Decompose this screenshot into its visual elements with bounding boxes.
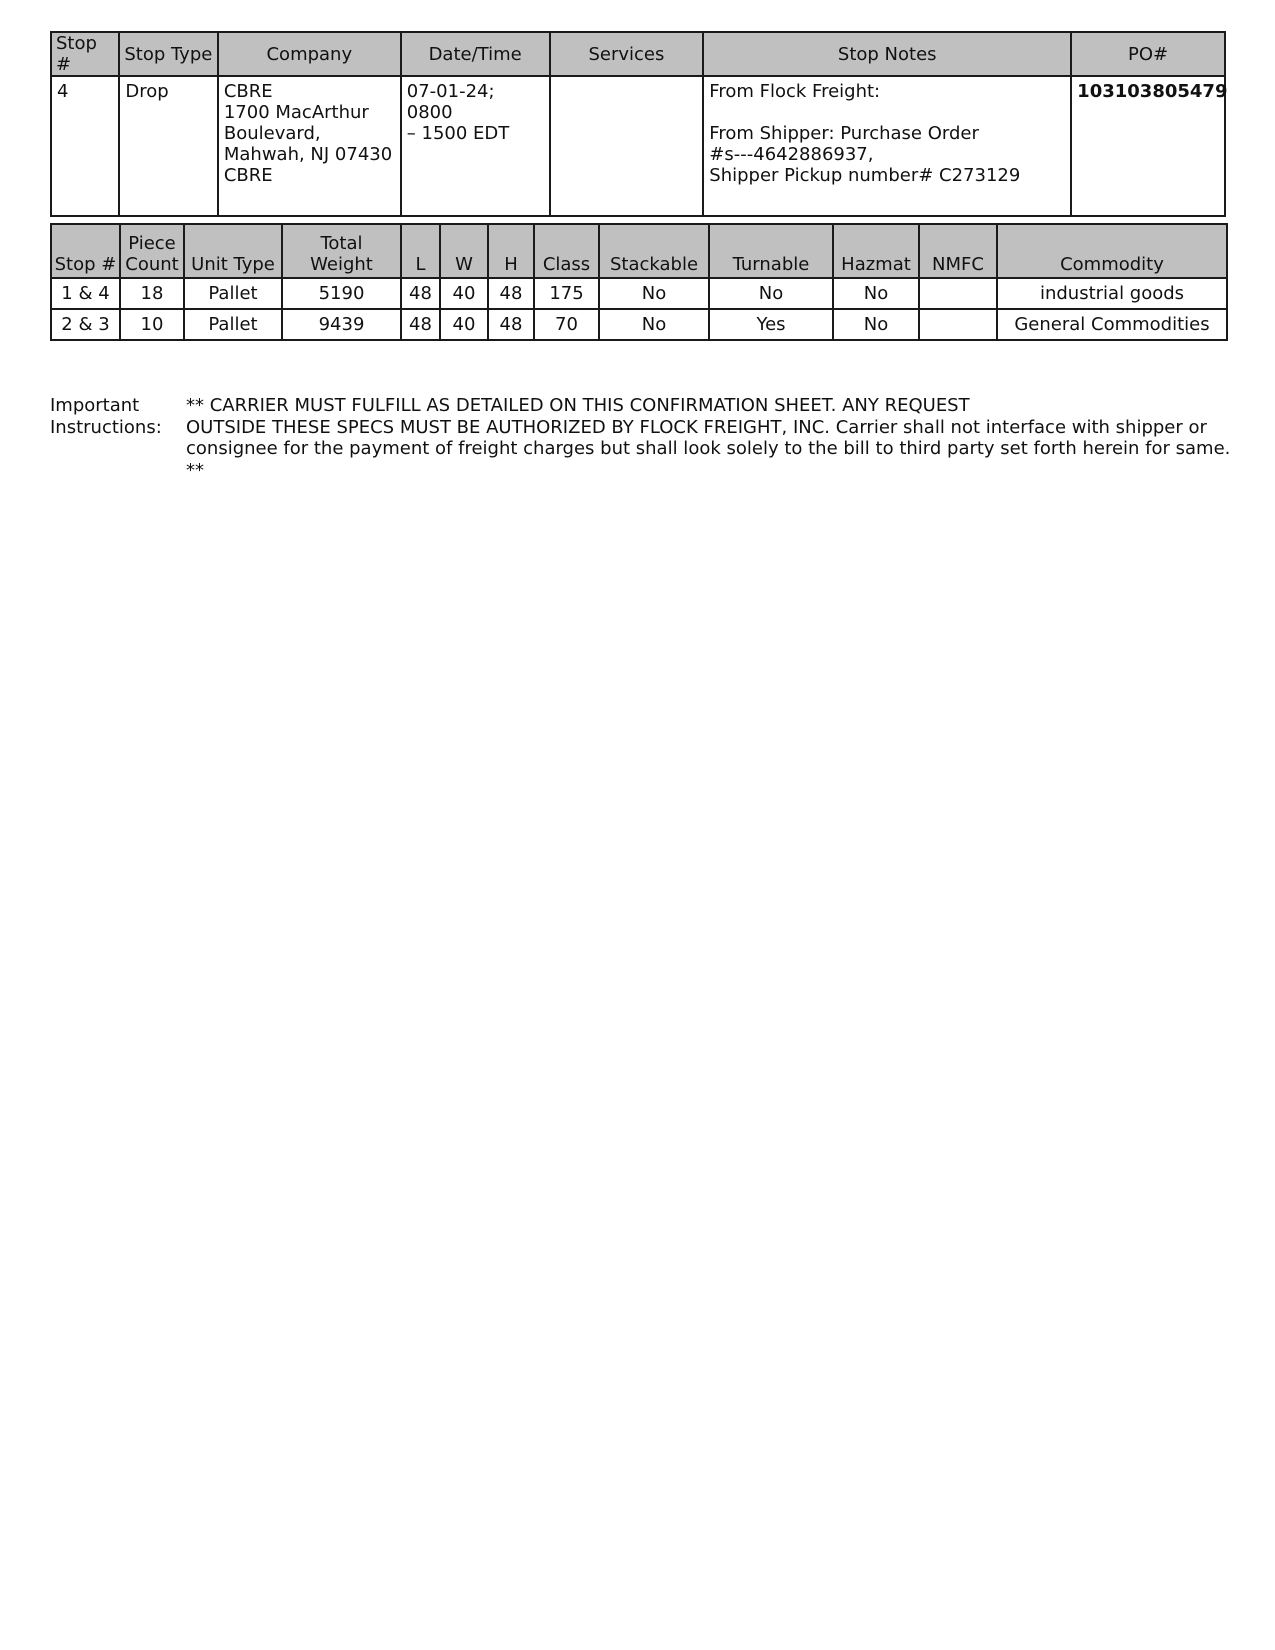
- length-cell: 48: [401, 278, 440, 309]
- freight-table: [50, 223, 1228, 341]
- header-unit-type: Unit Type: [184, 224, 282, 278]
- turnable-cell: Yes: [709, 309, 833, 340]
- header-stop-num: Stop #: [51, 32, 119, 76]
- instructions-label-line1: Important: [50, 395, 140, 416]
- total-weight-cell: 5190: [282, 278, 401, 309]
- unit-type-cell: Pallet: [184, 278, 282, 309]
- stop-type-cell: Drop: [119, 76, 218, 216]
- header-stackable: Stackable: [599, 224, 709, 278]
- piece-count-cell: 18: [120, 278, 184, 309]
- piece-count-cell: 10: [120, 309, 184, 340]
- header-stop-type: Stop Type: [119, 32, 218, 76]
- freight-table-header-row: [51, 224, 1227, 278]
- instructions-label: [50, 395, 180, 438]
- header-freight-stop-num: Stop #: [51, 224, 120, 278]
- hazmat-cell: No: [833, 309, 919, 340]
- height-cell: 48: [488, 309, 534, 340]
- header-nmfc: NMFC: [919, 224, 997, 278]
- freight-row: [51, 309, 1227, 340]
- header-turnable: Turnable: [709, 224, 833, 278]
- freight-row: [51, 278, 1227, 309]
- stop-num-cell: 4: [51, 76, 119, 216]
- hazmat-cell: No: [833, 278, 919, 309]
- width-cell: 40: [440, 278, 488, 309]
- instructions-text: [186, 395, 1246, 481]
- class-cell: 175: [534, 278, 599, 309]
- nmfc-cell: [919, 309, 997, 340]
- header-width: W: [440, 224, 488, 278]
- header-hazmat: Hazmat: [833, 224, 919, 278]
- turnable-cell: No: [709, 278, 833, 309]
- header-commodity: Commodity: [997, 224, 1227, 278]
- header-stop-notes: Stop Notes: [703, 32, 1071, 76]
- header-po: PO#: [1071, 32, 1225, 76]
- stop-notes-cell: From Flock Freight: From Shipper: Purchase Order #s---4642886937, Shipper Pickup number# C273129: [703, 76, 1071, 216]
- header-height: H: [488, 224, 534, 278]
- freight-stop-num-cell: 1 & 4: [51, 278, 120, 309]
- nmfc-cell: [919, 278, 997, 309]
- header-class: Class: [534, 224, 599, 278]
- width-cell: 40: [440, 309, 488, 340]
- commodity-cell: industrial goods: [997, 278, 1227, 309]
- header-company: Company: [218, 32, 401, 76]
- freight-stop-num-cell: 2 & 3: [51, 309, 120, 340]
- header-total-weight-line1: Total: [320, 233, 363, 254]
- header-total-weight: [282, 224, 401, 278]
- date-time-cell: 07-01-24; 0800 – 1500 EDT: [401, 76, 550, 216]
- instructions-text-line2: OUTSIDE THESE SPECS MUST BE AUTHORIZED BY FLOCK FREIGHT, INC. Carrier shall not interface with shipper or: [186, 416, 1207, 438]
- header-piece-count: [120, 224, 184, 278]
- header-services: Services: [550, 32, 704, 76]
- header-date-time: Date/Time: [401, 32, 550, 76]
- po-number-cell: 103103805479: [1071, 76, 1225, 216]
- header-piece-count-line2: Count: [125, 254, 179, 275]
- stop-table-header-row: [51, 32, 1225, 76]
- header-piece-count-line1: Piece: [128, 233, 176, 254]
- stackable-cell: No: [599, 278, 709, 309]
- instructions-text-line3: consignee for the payment of freight charges but shall look solely to the bill to third party set forth herein for same.: [186, 438, 1231, 459]
- company-cell: CBRE 1700 MacArthur Boulevard, Mahwah, NJ 07430 CBRE: [218, 76, 401, 216]
- height-cell: 48: [488, 278, 534, 309]
- services-cell: [550, 76, 704, 216]
- total-weight-cell: 9439: [282, 309, 401, 340]
- stop-row: [51, 76, 1225, 216]
- class-cell: 70: [534, 309, 599, 340]
- instructions-label-line2: Instructions:: [50, 416, 162, 438]
- header-total-weight-line2: Weight: [310, 254, 373, 275]
- stop-table: [50, 31, 1226, 217]
- stackable-cell: No: [599, 309, 709, 340]
- commodity-cell: General Commodities: [997, 309, 1227, 340]
- unit-type-cell: Pallet: [184, 309, 282, 340]
- header-length: L: [401, 224, 440, 278]
- length-cell: 48: [401, 309, 440, 340]
- instructions-text-line1: ** CARRIER MUST FULFILL AS DETAILED ON THIS CONFIRMATION SHEET. ANY REQUEST: [186, 395, 970, 416]
- instructions-text-line4: **: [186, 459, 204, 481]
